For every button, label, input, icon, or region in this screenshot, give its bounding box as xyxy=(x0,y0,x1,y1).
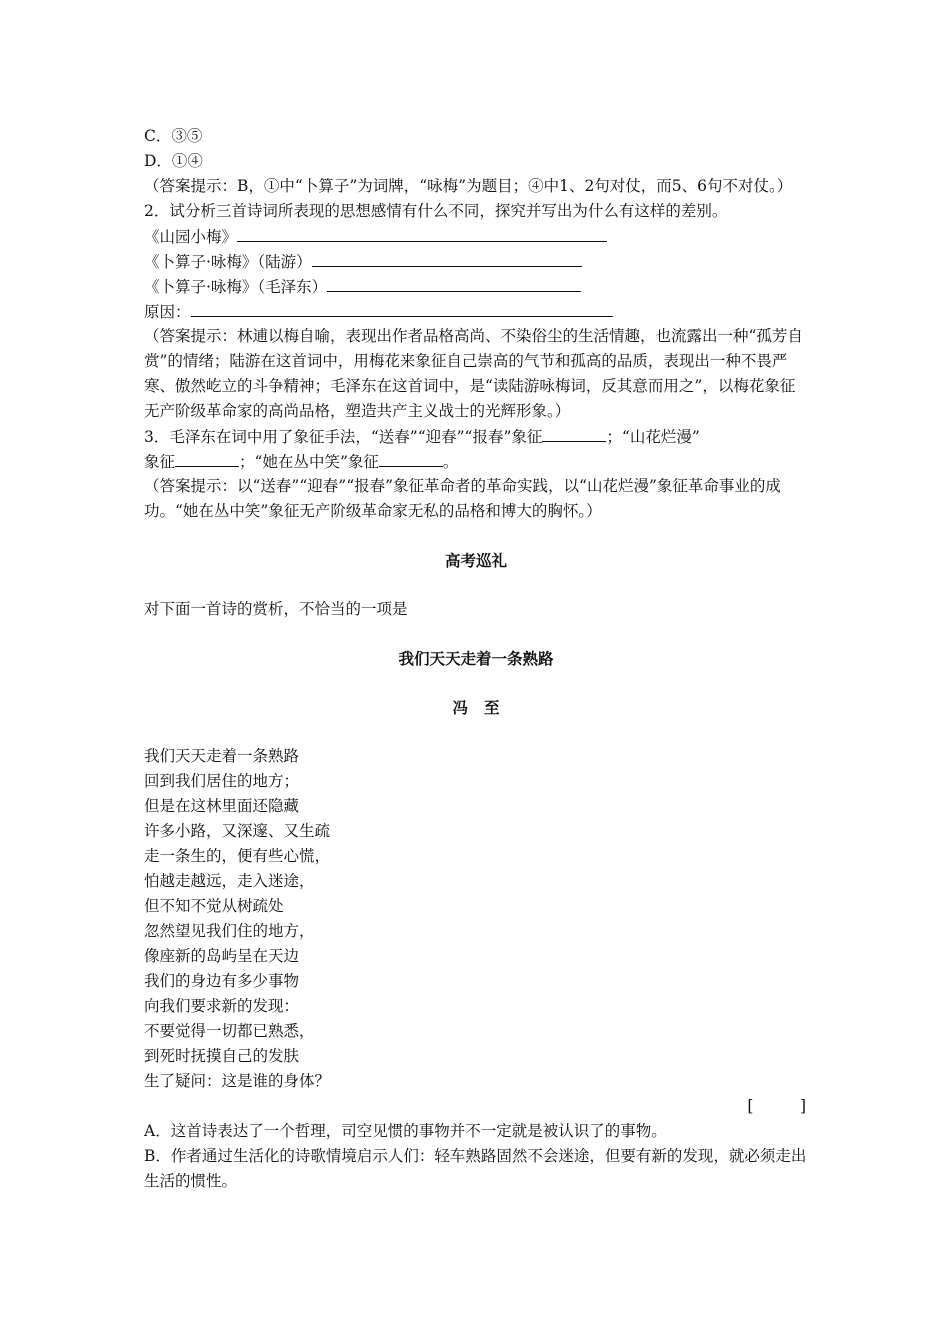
poem-line: 但是在这林里面还隐藏 xyxy=(144,797,300,815)
option-d: D．①④ xyxy=(144,152,203,170)
answer-blank[interactable] xyxy=(191,299,613,317)
q3-text-2: ；“山花烂漫” xyxy=(606,428,700,446)
poem-line: 到死时抚摸自己的发肤 xyxy=(144,1047,300,1065)
q2-label-reason: 原因： xyxy=(144,303,191,321)
poem-line: 像座新的岛屿呈在天边 xyxy=(144,947,300,965)
q3-text-3: 象征 xyxy=(144,453,176,471)
answer-blank[interactable] xyxy=(237,224,607,242)
q3-text-1: 3．毛泽东在词中用了象征手法，“送春”“迎春”“报春”象征 xyxy=(144,428,543,446)
q2-line-shanyuan xyxy=(144,224,808,249)
poem-line: 我们天天走着一条熟路 xyxy=(144,747,300,765)
q2-label-maozedong: 《卜算子·咏梅》（毛泽东） xyxy=(144,278,328,296)
poem-line: 许多小路，又深邃、又生疏 xyxy=(144,822,331,840)
q2-label-luyou: 《卜算子·咏梅》（陆游） xyxy=(144,253,312,271)
poem-author-name: 冯至 xyxy=(452,698,516,717)
poem-line: 回到我们居住的地方； xyxy=(144,772,300,790)
question-2: 2．试分析三首诗词所表现的思想感情有什么不同，探究并写出为什么有这样的差别。 xyxy=(144,202,728,220)
section-title: 高考巡礼 xyxy=(444,551,507,570)
q2-label-shanyuan: 《山园小梅》 xyxy=(144,228,238,246)
answer-blank[interactable] xyxy=(327,274,581,292)
answer-blank[interactable] xyxy=(175,449,239,467)
answer-hint-3: （答案提示：以“送春”“迎春”“报春”象征革命者的革命实践，以“山花烂漫”象征革命事业的成功。“她在丛中笑”象征无产阶级革命家无私的品格和博大的胸怀。） xyxy=(144,477,781,520)
poem-title: 我们天天走着一条熟路 xyxy=(398,649,554,668)
question-3-line-1 xyxy=(144,424,808,449)
poem-author xyxy=(144,695,808,720)
q3-text-4: ；“她在丛中笑”象征 xyxy=(239,453,379,471)
answer-bracket: [ ] xyxy=(747,1097,806,1115)
poem-line: 走一条生的，便有些心慌， xyxy=(144,847,331,865)
poem-line: 生了疑问：这是谁的身体？ xyxy=(144,1072,331,1090)
choice-b: B．作者通过生活化的诗歌情境启示人们：轻车熟路固然不会迷途，但要有新的发现，就必须走出生活的惯性。 xyxy=(144,1147,807,1190)
poem-line: 向我们要求新的发现： xyxy=(144,997,300,1015)
poem-line: 但不知不觉从树疏处 xyxy=(144,897,284,915)
q2-line-maozedong xyxy=(144,274,808,299)
answer-hint-1: （答案提示：B，①中“卜算子”为词牌，“咏梅”为题目；④中1、2句对仗，而5、6句不对仗。） xyxy=(144,177,793,195)
answer-hint-2: （答案提示：林逋以梅自喻，表现出作者品格高尚、不染俗尘的生活情趣，也流露出一种“孤芳自赏”的情绪；陆游在这首词中，用梅花来象征自己崇高的气节和孤高的品质，表现出一种不畏严寒、傲然屹立的斗争精神；毛泽东在这首词中，是“读陆游咏梅词，反其意而用之”，以梅花象征无产阶级革命家的高尚品格，塑造共产主义战士的光辉形象。） xyxy=(144,327,803,420)
poem-line: 忽然望见我们住的地方， xyxy=(144,922,315,940)
poem-line: 我们的身边有多少事物 xyxy=(144,972,300,990)
answer-blank[interactable] xyxy=(312,249,582,267)
q2-line-luyou xyxy=(144,249,808,274)
task-prompt: 对下面一首诗的赏析，不恰当的一项是 xyxy=(144,600,408,618)
answer-blank[interactable] xyxy=(379,449,443,467)
question-3-line-2 xyxy=(144,449,808,474)
choice-a: A．这首诗表达了一个哲理，司空见惯的事物并不一定就是被认识了的事物。 xyxy=(144,1122,667,1140)
poem-line: 不要觉得一切都已熟悉， xyxy=(144,1022,315,1040)
answer-blank[interactable] xyxy=(542,424,606,442)
document-body xyxy=(144,124,808,1194)
option-c: C．③⑤ xyxy=(144,127,203,145)
q3-text-5: 。 xyxy=(442,453,459,471)
poem-line: 怕越走越远，走入迷途， xyxy=(144,872,315,890)
poem-body xyxy=(144,744,808,1094)
q2-line-reason xyxy=(144,299,808,324)
